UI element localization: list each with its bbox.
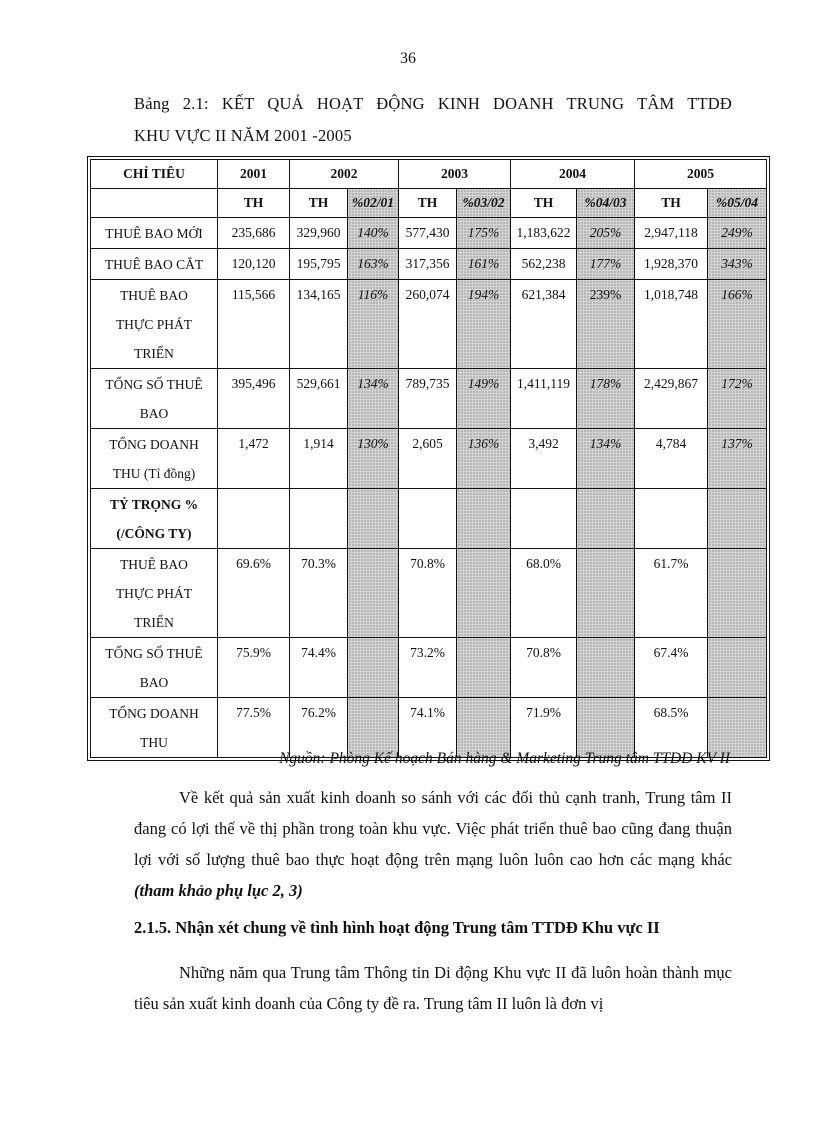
row-label-line: (/CÔNG TY) bbox=[116, 526, 192, 541]
growth-cell bbox=[348, 549, 399, 638]
value-cell: 2,429,867 bbox=[635, 369, 708, 429]
value-cell: 68.0% bbox=[511, 549, 577, 638]
value-cell bbox=[511, 489, 577, 549]
value-cell: 70.8% bbox=[399, 549, 457, 638]
growth-cell: 130% bbox=[348, 429, 399, 489]
table-row bbox=[91, 369, 767, 429]
growth-cell: 149% bbox=[457, 369, 511, 429]
growth-cell bbox=[577, 638, 635, 698]
value-cell: 1,183,622 bbox=[511, 218, 577, 249]
value-cell: 329,960 bbox=[290, 218, 348, 249]
row-label bbox=[91, 280, 218, 369]
value-cell: 1,472 bbox=[218, 429, 290, 489]
year-header: 2001 bbox=[218, 160, 290, 189]
value-cell: 1,914 bbox=[290, 429, 348, 489]
subheader-cell: %05/04 bbox=[708, 189, 767, 218]
growth-cell: 177% bbox=[577, 249, 635, 280]
row-label bbox=[91, 489, 218, 549]
value-cell bbox=[635, 489, 708, 549]
value-cell: 3,492 bbox=[511, 429, 577, 489]
section-heading: 2.1.5. Nhận xét chung về tình hình hoạt động Trung tâm TTDĐ Khu vực II bbox=[134, 918, 660, 937]
growth-cell: 136% bbox=[457, 429, 511, 489]
growth-cell bbox=[457, 638, 511, 698]
subheader-cell: %04/03 bbox=[577, 189, 635, 218]
growth-cell bbox=[577, 698, 635, 758]
row-label-line: TRIỂN bbox=[134, 346, 174, 361]
subheader-cell: TH bbox=[399, 189, 457, 218]
value-cell: 120,120 bbox=[218, 249, 290, 280]
row-label-line: BAO bbox=[139, 406, 169, 421]
value-cell: 134,165 bbox=[290, 280, 348, 369]
value-cell: 562,238 bbox=[511, 249, 577, 280]
table-header-sub bbox=[91, 189, 767, 218]
paragraph-results bbox=[134, 782, 732, 906]
growth-cell: 166% bbox=[708, 280, 767, 369]
value-cell: 70.3% bbox=[290, 549, 348, 638]
growth-cell bbox=[708, 489, 767, 549]
value-cell: 2,947,118 bbox=[635, 218, 708, 249]
row-label-line: THỰC PHÁT bbox=[115, 586, 193, 601]
row-label-line: THU (Tỉ đồng) bbox=[112, 466, 196, 481]
growth-cell: 175% bbox=[457, 218, 511, 249]
year-header: 2003 bbox=[399, 160, 511, 189]
value-cell: 4,784 bbox=[635, 429, 708, 489]
table-row bbox=[91, 429, 767, 489]
value-cell: 73.2% bbox=[399, 638, 457, 698]
value-cell: 1,018,748 bbox=[635, 280, 708, 369]
table-row bbox=[91, 249, 767, 280]
growth-cell bbox=[708, 549, 767, 638]
row-label bbox=[91, 369, 218, 429]
row-label-line: THUÊ BAO CẮT bbox=[104, 257, 204, 272]
row-label bbox=[91, 638, 218, 698]
header-label-cell: CHỈ TIÊU bbox=[91, 160, 218, 189]
growth-cell: 161% bbox=[457, 249, 511, 280]
growth-cell: 163% bbox=[348, 249, 399, 280]
value-cell: 68.5% bbox=[635, 698, 708, 758]
value-cell: 74.4% bbox=[290, 638, 348, 698]
value-cell: 70.8% bbox=[511, 638, 577, 698]
value-cell: 67.4% bbox=[635, 638, 708, 698]
table-row bbox=[91, 489, 767, 549]
growth-cell bbox=[457, 549, 511, 638]
growth-cell: 249% bbox=[708, 218, 767, 249]
value-cell: 76.2% bbox=[290, 698, 348, 758]
value-cell: 260,074 bbox=[399, 280, 457, 369]
growth-cell: 343% bbox=[708, 249, 767, 280]
source-note: Nguồn: Phòng Kế hoạch Bán hàng & Marketing Trung tâm TTDĐ KV II bbox=[279, 750, 730, 767]
row-label bbox=[91, 698, 218, 758]
value-cell: 395,496 bbox=[218, 369, 290, 429]
row-label bbox=[91, 218, 218, 249]
row-label-line: THỰC PHÁT bbox=[115, 317, 193, 332]
results-table bbox=[90, 159, 767, 758]
value-cell: 621,384 bbox=[511, 280, 577, 369]
value-cell: 529,661 bbox=[290, 369, 348, 429]
value-cell: 317,356 bbox=[399, 249, 457, 280]
row-label-line: THUÊ BAO bbox=[120, 557, 188, 572]
table-row bbox=[91, 549, 767, 638]
growth-cell bbox=[708, 638, 767, 698]
value-cell: 71.9% bbox=[511, 698, 577, 758]
growth-cell: 134% bbox=[348, 369, 399, 429]
page-number: 36 bbox=[400, 50, 416, 67]
subheader-blank-cell bbox=[91, 189, 218, 218]
paragraph-results-text: Về kết quả sản xuất kinh doanh so sánh với các đối thủ cạnh tranh, Trung tâm II đang có lợi thế về thị phần trong toàn khu vực. Việc phát triển thuê bao cũng đang thuận lợi với số lượng thuê bao thực hoạt động trên mạng luôn luôn cao hơn các mạng khác bbox=[134, 788, 732, 869]
value-cell: 235,686 bbox=[218, 218, 290, 249]
growth-cell: 172% bbox=[708, 369, 767, 429]
value-cell: 577,430 bbox=[399, 218, 457, 249]
subheader-cell: %02/01 bbox=[348, 189, 399, 218]
row-label-line: THUÊ BAO bbox=[120, 288, 188, 303]
row-label bbox=[91, 549, 218, 638]
value-cell bbox=[218, 489, 290, 549]
growth-cell: 134% bbox=[577, 429, 635, 489]
value-cell: 1,928,370 bbox=[635, 249, 708, 280]
growth-cell: 140% bbox=[348, 218, 399, 249]
value-cell: 115,566 bbox=[218, 280, 290, 369]
growth-cell: 205% bbox=[577, 218, 635, 249]
growth-cell: 178% bbox=[577, 369, 635, 429]
growth-cell bbox=[348, 638, 399, 698]
subheader-cell: TH bbox=[635, 189, 708, 218]
value-cell: 1,411,119 bbox=[511, 369, 577, 429]
row-label-line: TỔNG DOANH bbox=[109, 706, 199, 721]
growth-cell: 239% bbox=[577, 280, 635, 369]
table-row bbox=[91, 218, 767, 249]
table-caption-line-1: Bảng 2.1: KẾT QUẢ HOẠT ĐỘNG KINH DOANH TRUNG TÂM TTDĐ bbox=[134, 94, 732, 113]
value-cell: 789,735 bbox=[399, 369, 457, 429]
table-row bbox=[91, 638, 767, 698]
value-cell bbox=[399, 489, 457, 549]
value-cell: 195,795 bbox=[290, 249, 348, 280]
growth-cell bbox=[457, 698, 511, 758]
value-cell: 74.1% bbox=[399, 698, 457, 758]
value-cell: 2,605 bbox=[399, 429, 457, 489]
growth-cell bbox=[457, 489, 511, 549]
paragraph-overview: Những năm qua Trung tâm Thông tin Di động Khu vực II đã luôn hoàn thành mục tiêu sản xuất kinh doanh của Công ty đề ra. Trung tâm II luôn là đơn vị bbox=[134, 963, 732, 1013]
table-row bbox=[91, 698, 767, 758]
growth-cell bbox=[577, 489, 635, 549]
year-header: 2002 bbox=[290, 160, 399, 189]
table-header-years bbox=[91, 160, 767, 189]
growth-cell: 194% bbox=[457, 280, 511, 369]
value-cell: 77.5% bbox=[218, 698, 290, 758]
value-cell: 61.7% bbox=[635, 549, 708, 638]
row-label bbox=[91, 429, 218, 489]
row-label-line: TỔNG SỐ THUÊ bbox=[105, 377, 203, 392]
table-caption-line-2: KHU VỰC II NĂM 2001 -2005 bbox=[134, 126, 352, 145]
subheader-cell: %03/02 bbox=[457, 189, 511, 218]
appendix-reference: (tham khảo phụ lục 2, 3) bbox=[134, 881, 303, 900]
growth-cell: 137% bbox=[708, 429, 767, 489]
year-header: 2005 bbox=[635, 160, 767, 189]
subheader-cell: TH bbox=[218, 189, 290, 218]
year-header: 2004 bbox=[511, 160, 635, 189]
growth-cell bbox=[577, 549, 635, 638]
row-label-line: TRIỂN bbox=[134, 615, 174, 630]
row-label bbox=[91, 249, 218, 280]
table-row bbox=[91, 280, 767, 369]
row-label-line: TỔNG DOANH bbox=[109, 437, 199, 452]
value-cell bbox=[290, 489, 348, 549]
growth-cell bbox=[348, 489, 399, 549]
row-label-line: THUÊ BAO MỚI bbox=[105, 226, 203, 241]
growth-cell bbox=[348, 698, 399, 758]
value-cell: 69.6% bbox=[218, 549, 290, 638]
growth-cell bbox=[708, 698, 767, 758]
value-cell: 75.9% bbox=[218, 638, 290, 698]
subheader-cell: TH bbox=[290, 189, 348, 218]
row-label-line: BAO bbox=[139, 675, 169, 690]
subheader-cell: TH bbox=[511, 189, 577, 218]
row-label-line: THU bbox=[140, 735, 168, 750]
growth-cell: 116% bbox=[348, 280, 399, 369]
row-label-line: TỶ TRỌNG % bbox=[109, 497, 199, 512]
row-label-line: TỔNG SỐ THUÊ bbox=[105, 646, 203, 661]
